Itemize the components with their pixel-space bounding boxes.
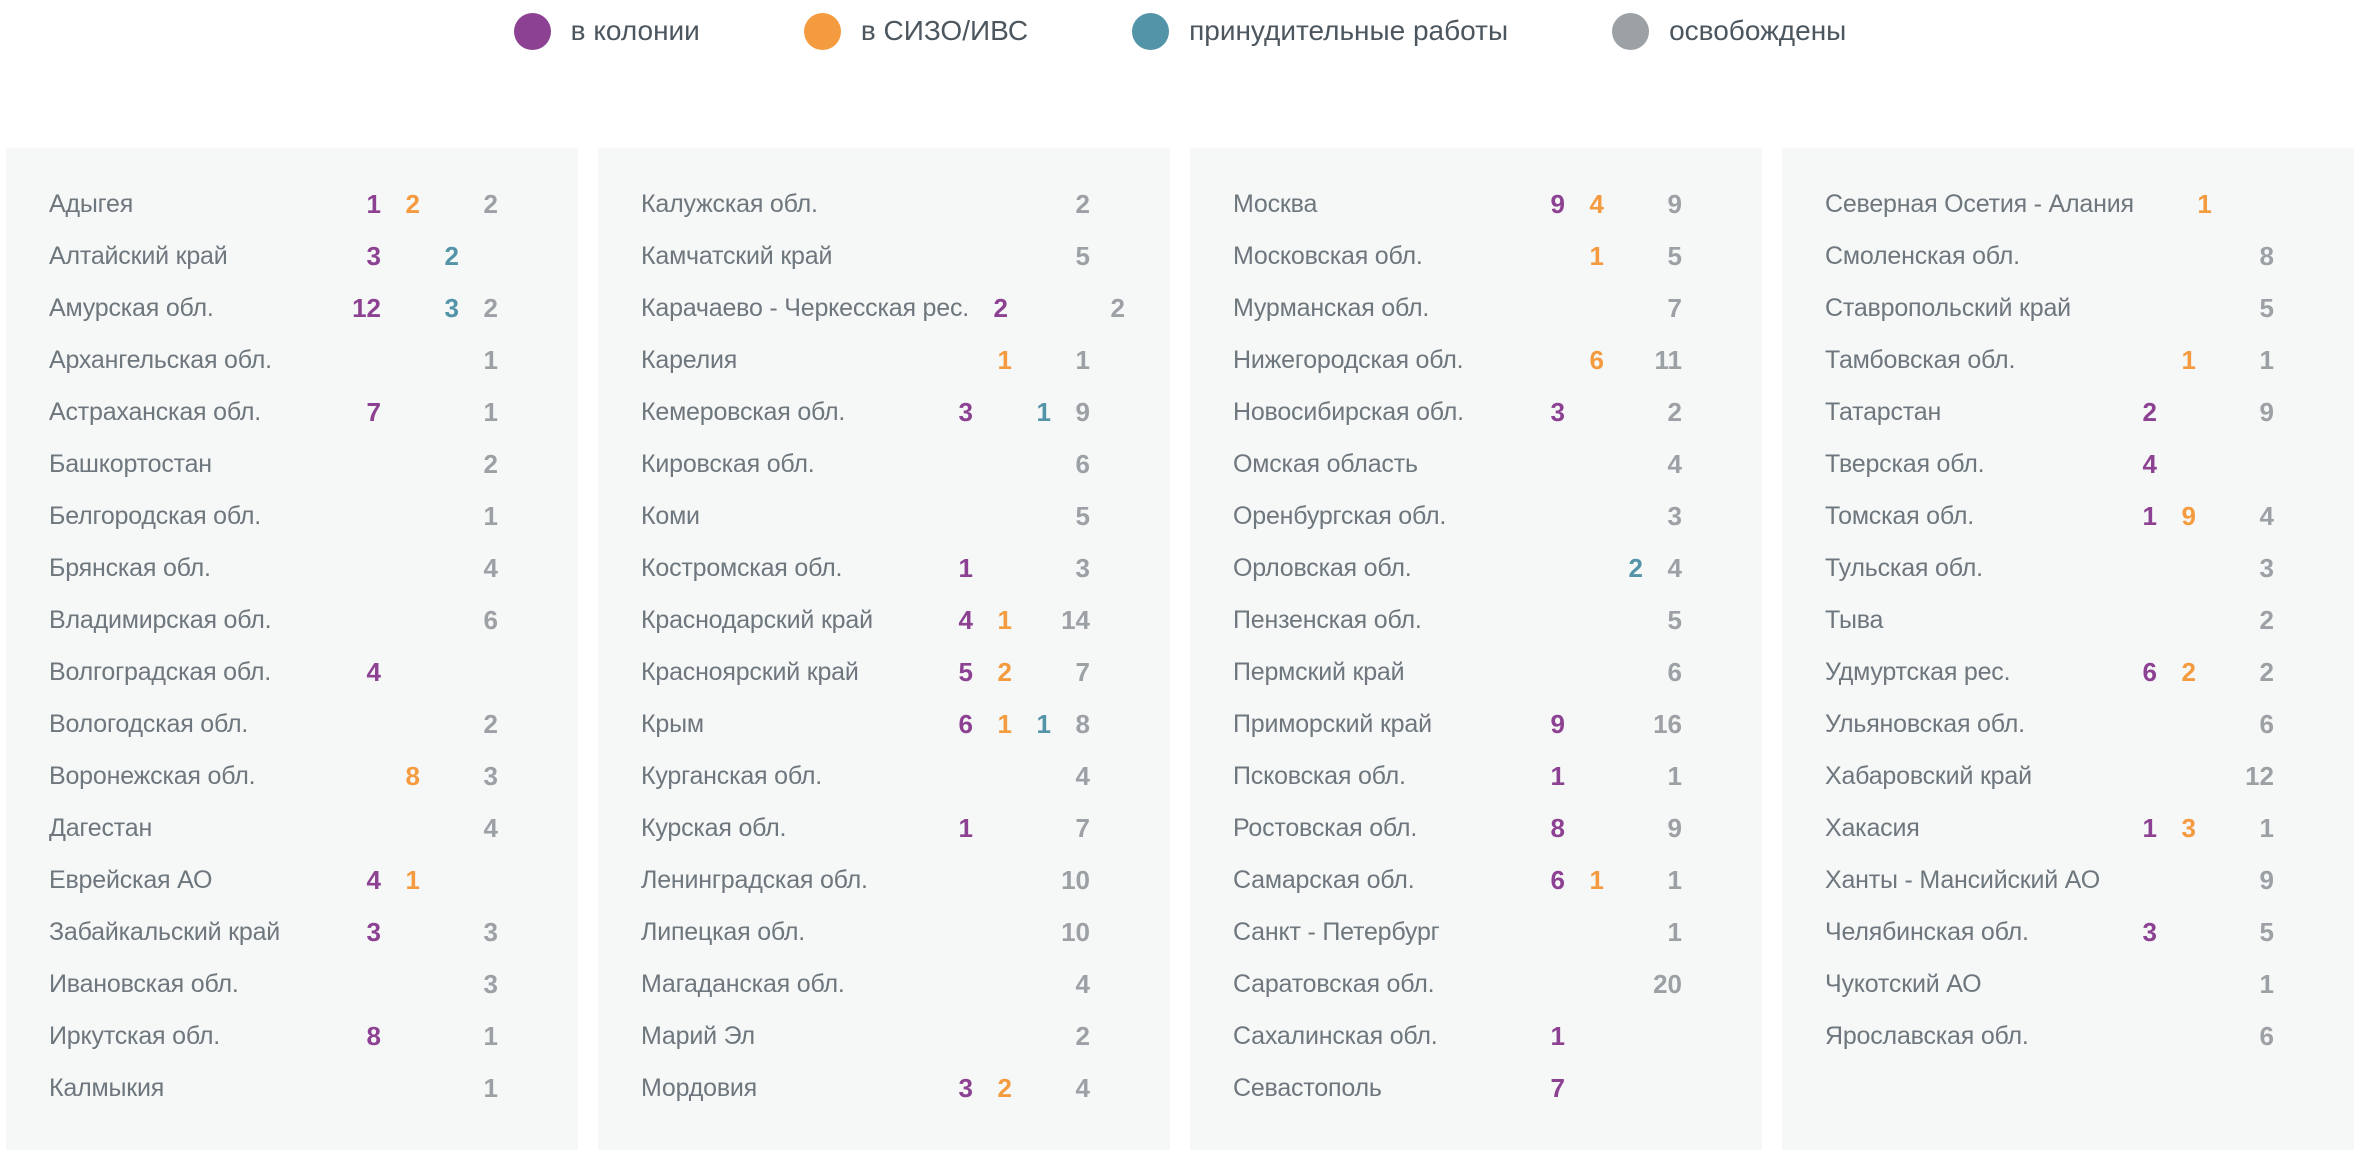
region-row bbox=[1190, 386, 1762, 438]
region-row bbox=[6, 334, 578, 386]
value-sizo: 2 bbox=[405, 188, 420, 219]
region-row bbox=[1782, 1010, 2354, 1062]
region-name: Волгоградская обл. bbox=[49, 657, 272, 686]
value-colony: 1 bbox=[2142, 812, 2157, 843]
region-row bbox=[1782, 698, 2354, 750]
value-released: 1 bbox=[483, 1020, 498, 1051]
value-colony: 1 bbox=[2142, 500, 2157, 531]
value-released: 3 bbox=[483, 760, 498, 791]
region-row bbox=[598, 1010, 1170, 1062]
value-released: 5 bbox=[1667, 604, 1682, 635]
region-name: Кировская обл. bbox=[641, 449, 815, 478]
value-colony: 1 bbox=[958, 552, 973, 583]
value-released: 9 bbox=[2259, 864, 2274, 895]
region-row bbox=[6, 958, 578, 1010]
region-name: Камчатский край bbox=[641, 241, 833, 270]
value-released: 1 bbox=[1667, 916, 1682, 947]
region-name: Тамбовская обл. bbox=[1825, 345, 2016, 374]
region-name: Томская обл. bbox=[1825, 501, 1975, 530]
region-name: Удмуртская рес. bbox=[1825, 657, 2011, 686]
region-row bbox=[6, 1010, 578, 1062]
value-colony: 1 bbox=[958, 812, 973, 843]
region-name: Хабаровский край bbox=[1825, 761, 2032, 790]
region-row bbox=[1782, 178, 2354, 230]
value-released: 2 bbox=[2259, 656, 2274, 687]
value-released: 14 bbox=[1061, 604, 1090, 635]
region-row bbox=[598, 490, 1170, 542]
value-sizo: 8 bbox=[405, 760, 420, 791]
region-row bbox=[598, 1062, 1170, 1114]
value-colony: 2 bbox=[2142, 396, 2157, 427]
region-row bbox=[1782, 386, 2354, 438]
value-forced: 2 bbox=[1628, 552, 1643, 583]
region-row bbox=[1782, 802, 2354, 854]
sizo-legend-dot-icon bbox=[804, 13, 841, 50]
region-name: Ленинградская обл. bbox=[641, 865, 868, 894]
released-legend-dot-icon bbox=[1612, 13, 1649, 50]
region-name: Дагестан bbox=[49, 813, 153, 842]
value-colony: 6 bbox=[1550, 864, 1565, 895]
region-row bbox=[598, 802, 1170, 854]
value-colony: 9 bbox=[1550, 188, 1565, 219]
region-name: Чукотский АО bbox=[1825, 969, 1982, 998]
region-row bbox=[598, 698, 1170, 750]
value-sizo: 1 bbox=[1589, 240, 1604, 271]
region-name: Брянская обл. bbox=[49, 553, 211, 582]
region-name: Хакасия bbox=[1825, 813, 1920, 842]
value-released: 6 bbox=[483, 604, 498, 635]
region-row bbox=[6, 490, 578, 542]
value-released: 11 bbox=[1654, 344, 1682, 375]
region-name: Краснодарский край bbox=[641, 605, 873, 634]
value-released: 5 bbox=[2259, 916, 2274, 947]
value-sizo: 1 bbox=[2197, 188, 2212, 219]
region-name: Москва bbox=[1233, 189, 1318, 218]
region-row bbox=[1190, 750, 1762, 802]
value-colony: 3 bbox=[958, 396, 973, 427]
value-released: 2 bbox=[483, 708, 498, 739]
region-row bbox=[6, 386, 578, 438]
region-row bbox=[598, 594, 1170, 646]
value-colony: 2 bbox=[993, 292, 1008, 323]
value-released: 4 bbox=[1667, 448, 1682, 479]
region-row bbox=[1190, 958, 1762, 1010]
value-released: 1 bbox=[1667, 760, 1682, 791]
region-name: Смоленская обл. bbox=[1825, 241, 2020, 270]
legend-item-colony[interactable] bbox=[514, 13, 700, 50]
region-name: Тульская обл. bbox=[1825, 553, 1983, 582]
legend-label: в колонии bbox=[570, 15, 700, 46]
region-row bbox=[1190, 334, 1762, 386]
region-name: Курская обл. bbox=[641, 813, 787, 842]
region-row bbox=[6, 230, 578, 282]
value-released: 10 bbox=[1061, 864, 1090, 895]
value-released: 2 bbox=[1110, 292, 1125, 323]
value-colony: 1 bbox=[366, 188, 381, 219]
value-released: 1 bbox=[2259, 968, 2274, 999]
value-released: 1 bbox=[2259, 344, 2274, 375]
region-name: Костромская обл. bbox=[641, 553, 843, 582]
value-colony: 8 bbox=[1550, 812, 1565, 843]
region-row bbox=[1190, 282, 1762, 334]
value-released: 2 bbox=[1075, 1020, 1090, 1051]
region-row bbox=[598, 282, 1170, 334]
region-row bbox=[1782, 438, 2354, 490]
legend-label: принудительные работы bbox=[1189, 15, 1509, 46]
region-row bbox=[598, 854, 1170, 906]
region-name: Пензенская обл. bbox=[1233, 605, 1422, 634]
region-row bbox=[598, 334, 1170, 386]
region-row bbox=[1190, 230, 1762, 282]
value-forced: 1 bbox=[1036, 708, 1051, 739]
region-name: Забайкальский край bbox=[49, 917, 281, 946]
region-name: Мурманская обл. bbox=[1233, 293, 1430, 322]
value-released: 20 bbox=[1653, 968, 1682, 999]
value-released: 4 bbox=[483, 812, 498, 843]
region-name: Сахалинская обл. bbox=[1233, 1021, 1438, 1050]
region-row bbox=[1190, 1062, 1762, 1114]
value-colony: 3 bbox=[2142, 916, 2157, 947]
region-row bbox=[1190, 542, 1762, 594]
forced-legend-dot-icon bbox=[1132, 13, 1169, 50]
region-name: Орловская обл. bbox=[1233, 553, 1412, 582]
value-sizo: 1 bbox=[2181, 344, 2196, 375]
region-name: Санкт - Петербург bbox=[1233, 917, 1440, 946]
region-name: Липецкая обл. bbox=[641, 917, 806, 946]
value-colony: 3 bbox=[366, 240, 381, 271]
region-row bbox=[598, 178, 1170, 230]
legend-item-sizo[interactable] bbox=[804, 13, 1028, 50]
value-colony: 6 bbox=[2142, 656, 2157, 687]
value-released: 1 bbox=[1075, 344, 1090, 375]
region-name: Пермский край bbox=[1233, 657, 1405, 686]
region-name: Архангельская обл. bbox=[49, 345, 272, 374]
value-released: 3 bbox=[1075, 552, 1090, 583]
value-released: 4 bbox=[2259, 500, 2274, 531]
legend-item-released[interactable] bbox=[1612, 13, 1846, 50]
value-released: 9 bbox=[1075, 396, 1090, 427]
value-colony: 3 bbox=[1550, 396, 1565, 427]
region-name: Мордовия bbox=[641, 1073, 758, 1102]
value-colony: 9 bbox=[1550, 708, 1565, 739]
region-name: Калмыкия bbox=[49, 1073, 165, 1102]
value-colony: 1 bbox=[1550, 760, 1565, 791]
region-row bbox=[1190, 438, 1762, 490]
value-released: 7 bbox=[1075, 656, 1090, 687]
value-released: 4 bbox=[1667, 552, 1682, 583]
value-released: 1 bbox=[483, 396, 498, 427]
region-name: Ханты - Мансийский АО bbox=[1825, 865, 2100, 894]
region-row bbox=[1190, 698, 1762, 750]
region-row bbox=[1782, 230, 2354, 282]
value-sizo: 1 bbox=[1589, 864, 1604, 895]
region-row bbox=[6, 282, 578, 334]
value-sizo: 1 bbox=[405, 864, 420, 895]
region-name: Челябинская обл. bbox=[1825, 917, 2029, 946]
value-colony: 6 bbox=[958, 708, 973, 739]
value-colony: 3 bbox=[366, 916, 381, 947]
value-colony: 8 bbox=[366, 1020, 381, 1051]
region-row bbox=[1782, 334, 2354, 386]
region-name: Ростовская обл. bbox=[1233, 813, 1418, 842]
value-released: 9 bbox=[1667, 812, 1682, 843]
value-sizo: 1 bbox=[997, 604, 1012, 635]
value-sizo: 3 bbox=[2181, 812, 2196, 843]
value-released: 9 bbox=[1667, 188, 1682, 219]
region-row bbox=[1782, 958, 2354, 1010]
value-released: 8 bbox=[1075, 708, 1090, 739]
legend bbox=[0, 0, 2360, 54]
region-row bbox=[1782, 854, 2354, 906]
region-panel-3 bbox=[1190, 148, 1762, 1150]
value-released: 3 bbox=[1667, 500, 1682, 531]
region-name: Воронежская обл. bbox=[49, 761, 256, 790]
value-released: 6 bbox=[2259, 1020, 2274, 1051]
value-forced: 2 bbox=[444, 240, 459, 271]
region-row bbox=[598, 958, 1170, 1010]
region-name: Белгородская обл. bbox=[49, 501, 261, 530]
value-released: 1 bbox=[1667, 864, 1682, 895]
region-row bbox=[598, 230, 1170, 282]
region-row bbox=[598, 750, 1170, 802]
region-row bbox=[1190, 906, 1762, 958]
region-row bbox=[1190, 646, 1762, 698]
value-released: 16 bbox=[1653, 708, 1682, 739]
region-row bbox=[1190, 854, 1762, 906]
region-name: Ивановская обл. bbox=[49, 969, 239, 998]
region-row bbox=[1190, 594, 1762, 646]
region-name: Северная Осетия - Алания bbox=[1825, 189, 2134, 218]
legend-label: в СИЗО/ИВС bbox=[860, 15, 1029, 46]
region-name: Крым bbox=[641, 709, 704, 738]
region-name: Еврейская АО bbox=[49, 865, 213, 894]
region-name: Псковская обл. bbox=[1233, 761, 1406, 790]
value-colony: 1 bbox=[1550, 1020, 1565, 1051]
region-row bbox=[1190, 1010, 1762, 1062]
region-name: Тверская обл. bbox=[1825, 449, 1985, 478]
region-name: Алтайский край bbox=[49, 241, 228, 270]
region-name: Ульяновская обл. bbox=[1825, 709, 2025, 738]
region-name: Карелия bbox=[641, 345, 738, 374]
region-row bbox=[1782, 542, 2354, 594]
value-released: 6 bbox=[1667, 656, 1682, 687]
region-row bbox=[1190, 802, 1762, 854]
value-forced: 1 bbox=[1036, 396, 1051, 427]
region-row bbox=[6, 802, 578, 854]
region-row bbox=[1782, 646, 2354, 698]
region-row bbox=[6, 178, 578, 230]
value-released: 3 bbox=[483, 916, 498, 947]
region-name: Карачаево - Черкесская рес. bbox=[641, 293, 969, 322]
value-released: 2 bbox=[483, 188, 498, 219]
region-name: Адыгея bbox=[49, 189, 134, 218]
region-name: Оренбургская обл. bbox=[1233, 501, 1447, 530]
value-released: 9 bbox=[2259, 396, 2274, 427]
region-row bbox=[6, 542, 578, 594]
value-sizo: 6 bbox=[1589, 344, 1604, 375]
legend-item-forced[interactable] bbox=[1132, 13, 1508, 50]
value-released: 4 bbox=[483, 552, 498, 583]
region-row bbox=[6, 438, 578, 490]
value-released: 4 bbox=[1075, 1072, 1090, 1103]
value-sizo: 1 bbox=[997, 708, 1012, 739]
region-row bbox=[1782, 282, 2354, 334]
region-name: Владимирская обл. bbox=[49, 605, 272, 634]
legend-label: освобождены bbox=[1669, 15, 1847, 46]
value-released: 6 bbox=[2259, 708, 2274, 739]
region-row bbox=[598, 542, 1170, 594]
region-panel-4 bbox=[1782, 148, 2354, 1150]
region-name: Кемеровская обл. bbox=[641, 397, 846, 426]
value-colony: 4 bbox=[366, 864, 381, 895]
region-name: Приморский край bbox=[1233, 709, 1432, 738]
region-row bbox=[598, 386, 1170, 438]
value-colony: 12 bbox=[352, 292, 381, 323]
region-name: Астраханская обл. bbox=[49, 397, 261, 426]
value-released: 4 bbox=[1075, 968, 1090, 999]
value-sizo: 1 bbox=[997, 344, 1012, 375]
value-released: 5 bbox=[1075, 500, 1090, 531]
region-name: Калужская обл. bbox=[641, 189, 818, 218]
value-released: 8 bbox=[2259, 240, 2274, 271]
value-sizo: 2 bbox=[997, 656, 1012, 687]
value-released: 5 bbox=[1075, 240, 1090, 271]
value-colony: 5 bbox=[958, 656, 973, 687]
value-colony: 3 bbox=[958, 1072, 973, 1103]
value-colony: 7 bbox=[1550, 1072, 1565, 1103]
region-name: Новосибирская обл. bbox=[1233, 397, 1464, 426]
value-released: 3 bbox=[2259, 552, 2274, 583]
region-name: Севастополь bbox=[1233, 1073, 1382, 1102]
region-name: Ставропольский край bbox=[1825, 293, 2071, 322]
region-name: Татарстан bbox=[1825, 397, 1942, 426]
region-panel-2 bbox=[598, 148, 1170, 1150]
value-released: 7 bbox=[1667, 292, 1682, 323]
value-released: 6 bbox=[1075, 448, 1090, 479]
region-name: Иркутская обл. bbox=[49, 1021, 220, 1050]
value-colony: 7 bbox=[366, 396, 381, 427]
region-name: Магаданская обл. bbox=[641, 969, 845, 998]
value-released: 2 bbox=[483, 448, 498, 479]
region-row bbox=[1190, 490, 1762, 542]
value-sizo: 9 bbox=[2181, 500, 2196, 531]
region-row bbox=[1782, 594, 2354, 646]
region-name: Тыва bbox=[1825, 605, 1884, 634]
regions-grid bbox=[6, 148, 2354, 1150]
value-sizo: 2 bbox=[997, 1072, 1012, 1103]
region-name: Коми bbox=[641, 501, 700, 530]
value-released: 2 bbox=[1667, 396, 1682, 427]
region-row bbox=[598, 438, 1170, 490]
region-name: Ярославская обл. bbox=[1825, 1021, 2029, 1050]
region-row bbox=[1782, 490, 2354, 542]
value-sizo: 2 bbox=[2181, 656, 2196, 687]
region-name: Нижегородская обл. bbox=[1233, 345, 1464, 374]
value-released: 1 bbox=[483, 1072, 498, 1103]
value-released: 10 bbox=[1061, 916, 1090, 947]
value-released: 12 bbox=[2245, 760, 2274, 791]
region-row bbox=[598, 646, 1170, 698]
value-released: 3 bbox=[483, 968, 498, 999]
region-row bbox=[1782, 750, 2354, 802]
value-released: 2 bbox=[2259, 604, 2274, 635]
value-released: 1 bbox=[483, 500, 498, 531]
region-name: Красноярский край bbox=[641, 657, 859, 686]
value-released: 2 bbox=[1075, 188, 1090, 219]
region-row bbox=[598, 906, 1170, 958]
value-released: 2 bbox=[483, 292, 498, 323]
value-sizo: 4 bbox=[1589, 188, 1604, 219]
region-row bbox=[6, 698, 578, 750]
value-released: 1 bbox=[2259, 812, 2274, 843]
value-released: 7 bbox=[1075, 812, 1090, 843]
value-released: 5 bbox=[1667, 240, 1682, 271]
value-released: 1 bbox=[483, 344, 498, 375]
value-colony: 4 bbox=[366, 656, 381, 687]
region-name: Самарская обл. bbox=[1233, 865, 1415, 894]
value-colony: 4 bbox=[2142, 448, 2157, 479]
region-row bbox=[6, 594, 578, 646]
colony-legend-dot-icon bbox=[514, 13, 551, 50]
region-row bbox=[6, 906, 578, 958]
region-panel-1 bbox=[6, 148, 578, 1150]
region-row bbox=[1782, 906, 2354, 958]
region-name: Вологодская обл. bbox=[49, 709, 249, 738]
region-name: Курганская обл. bbox=[641, 761, 822, 790]
region-row bbox=[6, 646, 578, 698]
value-forced: 3 bbox=[444, 292, 459, 323]
region-row bbox=[1190, 178, 1762, 230]
value-colony: 4 bbox=[958, 604, 973, 635]
region-name: Башкортостан bbox=[49, 449, 212, 478]
region-name: Саратовская обл. bbox=[1233, 969, 1435, 998]
region-row bbox=[6, 1062, 578, 1114]
region-row bbox=[6, 854, 578, 906]
value-released: 5 bbox=[2259, 292, 2274, 323]
region-name: Марий Эл bbox=[641, 1021, 755, 1050]
region-name: Московская обл. bbox=[1233, 241, 1423, 270]
region-row bbox=[6, 750, 578, 802]
region-name: Омская область bbox=[1233, 449, 1418, 478]
region-name: Амурская обл. bbox=[49, 293, 214, 322]
value-released: 4 bbox=[1075, 760, 1090, 791]
